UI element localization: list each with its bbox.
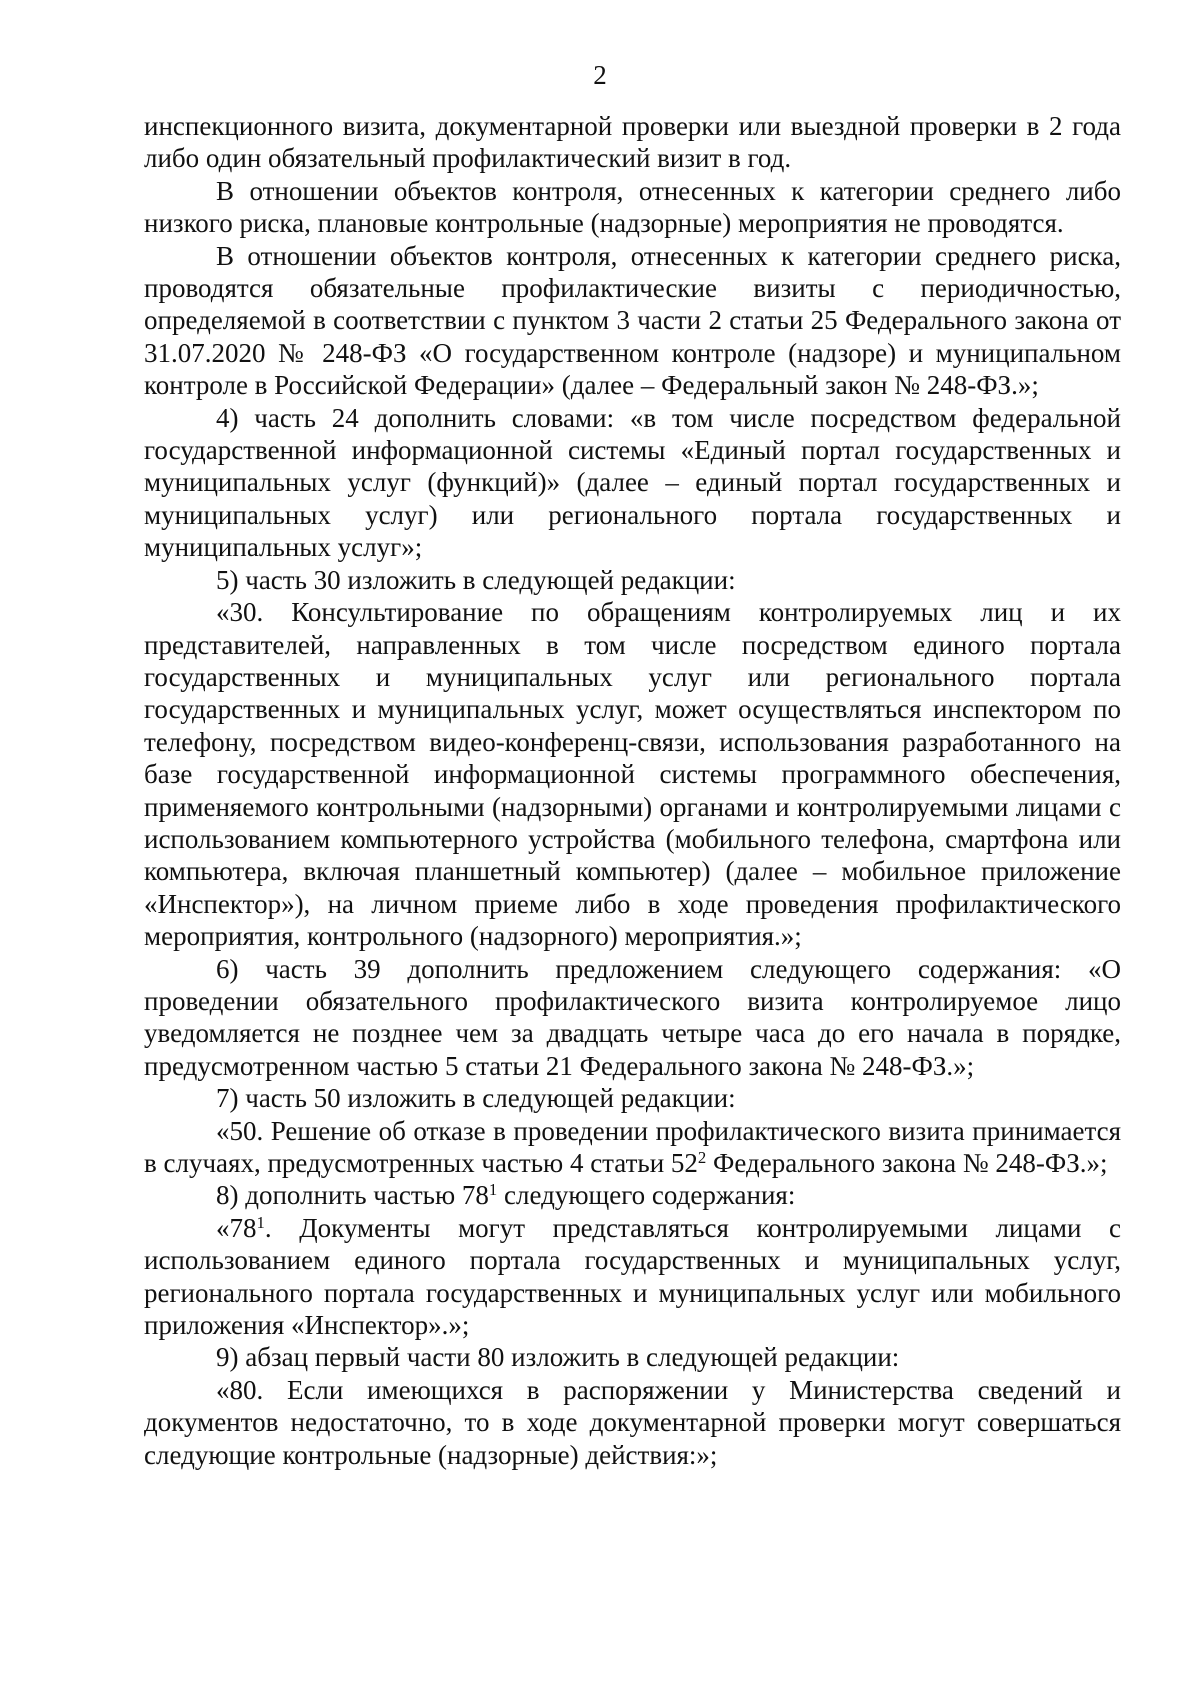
paragraph-11-text-after: . Документы могут представляться контролируемыми лицами с использованием единого портала государственных и муниципальных услуг, регионального портала государственных и муниципальных услуг или мобильного приложения «Инспектор».»; [144, 1212, 1121, 1341]
paragraph-10-superscript: 1 [488, 1180, 498, 1200]
paragraph-1: инспекционного визита, документарной проверки или выездной проверки в 2 года либо один обязательный профилактический визит в год. [144, 111, 1121, 174]
paragraph-9-text-before: «50. Решение об отказе в проведении профилактического визита принимается в случаях, предусмотренных частью 4 статьи 52 [144, 1115, 1121, 1178]
paragraph-4-item-4: 4) часть 24 дополнить словами: «в том числе посредством федеральной государственной информационной системы «Единый портал государственных и муниципальных услуг (функций)» (далее – единый портал государственных и муниципальных услуг) или регионального портала государственных и муниципальных услуг»; [144, 402, 1121, 563]
paragraph-12-item-9: 9) абзац первый части 80 изложить в следующей редакции: [216, 1342, 900, 1373]
paragraph-11-text-before: «78 [216, 1212, 257, 1243]
paragraph-11-superscript: 1 [256, 1212, 265, 1232]
paragraph-2: В отношении объектов контроля, отнесенных к категории среднего либо низкого риска, плановые контрольные (надзорные) мероприятия не проводятся. [144, 175, 1121, 239]
paragraph-5-item-5: 5) часть 30 изложить в следующей редакции: [216, 564, 736, 595]
paragraph-3: В отношении объектов контроля, отнесенных к категории среднего риска, проводятся обязательные профилактические визиты с периодичностью, определяемой в соответствии с пунктом 3 части 2 статьи 25 Федерального закона от 31.07.2020 № 248-ФЗ «О государственном контроле (надзоре) и муниципальном контроле в Российской Федерации» (далее – Федеральный закон № 248-ФЗ.»; [144, 240, 1121, 401]
paragraph-13-part-80: «80. Если имеющихся в распоряжении у Министерства сведений и документов недостаточно, то в ходе документарной проверки могут совершаться следующие контрольные (надзорные) действия:»; [144, 1374, 1121, 1470]
paragraph-11-part-78-1 [144, 1212, 1121, 1342]
paragraph-9-superscript: 2 [697, 1147, 707, 1167]
paragraph-10-item-8 [144, 1179, 1121, 1211]
paragraph-7-item-6: 6) часть 39 дополнить предложением следующего содержания: «О проведении обязательного профилактического визита контролируемое лицо уведомляется не позднее чем за двадцать четыре часа до его начала в порядке, предусмотренном частью 5 статьи 21 Федерального закона № 248-ФЗ.»; [144, 953, 1121, 1081]
paragraph-10-text-after: следующего содержания: [497, 1180, 796, 1211]
paragraph-8-item-7: 7) часть 50 изложить в следующей редакции: [216, 1083, 736, 1114]
document-body [144, 110, 1121, 1471]
paragraph-9-text-after: Федерального закона № 248-ФЗ.»; [706, 1148, 1108, 1178]
paragraph-9-part-50 [144, 1115, 1121, 1180]
page-number: 2 [593, 60, 607, 90]
paragraph-6-part-30: «30. Консультирование по обращениям контролируемых лиц и их представителей, направленных в том числе посредством единого портала государственных и муниципальных услуг или регионального портала государственных и муниципальных услуг, может осуществляться инспектором по телефону, посредством видео-конференц-связи, использования разработанного на базе государственной информационной системы программного обеспечения, применяемого контрольными (надзорными) органами и контролируемыми лицами с использованием компьютерного устройства (мобильного телефона, смартфона или компьютера, включая планшетный компьютер) (далее – мобильное приложение «Инспектор»), на личном приеме либо в ходе проведения профилактического мероприятия, контрольного (надзорного) мероприятия.»; [144, 597, 1121, 952]
paragraph-10-text-before: 8) дополнить частью 78 [216, 1180, 489, 1211]
